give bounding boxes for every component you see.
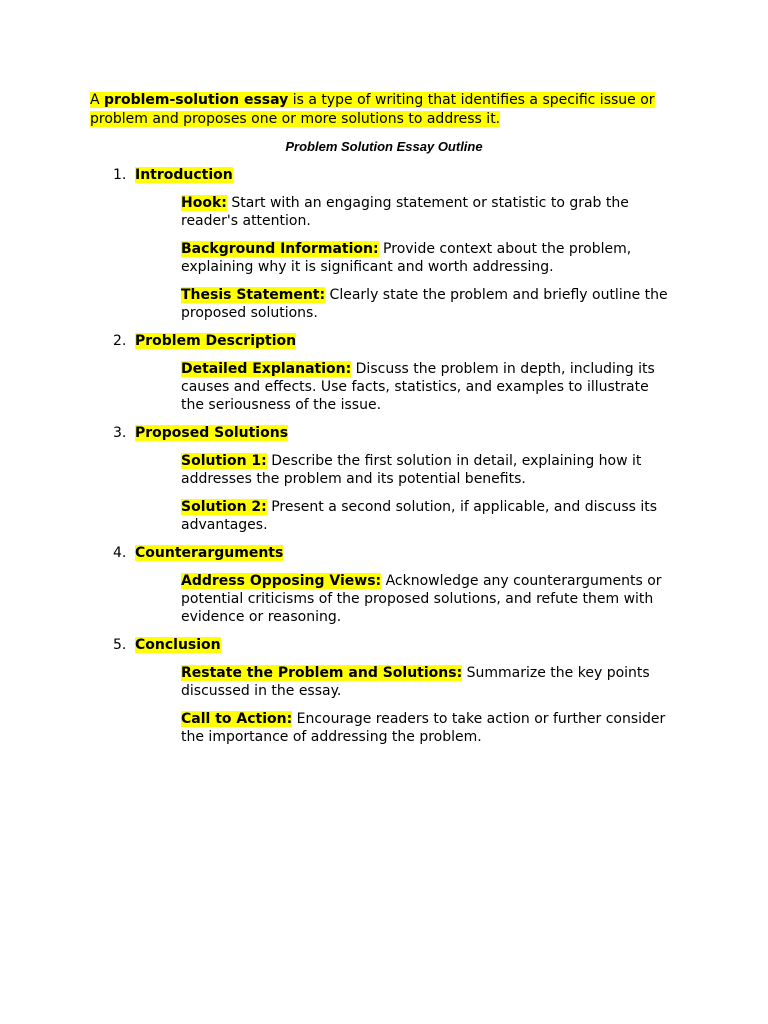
- item-text: Clearly state the problem and briefly outline the proposed solutions.: [181, 287, 668, 321]
- intro-text: is a type of writing that identifies a specific issue or problem and proposes one or more solutions to address it.: [90, 92, 655, 127]
- item-term: Background Information:: [181, 241, 379, 257]
- outline-item-detailed-explanation: [181, 360, 676, 414]
- section-heading-text: Proposed Solutions: [135, 425, 289, 441]
- section-heading-proposed-solutions: [113, 424, 288, 442]
- item-text: Summarize the key points discussed in the essay.: [181, 665, 650, 699]
- section-number: 1.: [113, 167, 127, 183]
- outline-item-hook: [181, 194, 676, 230]
- outline-item-solution-2: [181, 498, 676, 534]
- intro-prefix: A: [90, 92, 105, 108]
- item-term: Solution 2:: [181, 499, 267, 515]
- section-heading-problem-description: [113, 332, 296, 350]
- item-text: Provide context about the problem, explaining why it is significant and worth addressing.: [181, 241, 632, 275]
- section-heading-text: Counterarguments: [135, 545, 284, 561]
- section-heading-counterarguments: [113, 544, 283, 562]
- item-term: Solution 1:: [181, 453, 267, 469]
- section-heading-introduction: [113, 166, 233, 184]
- section-heading-text: Problem Description: [135, 333, 297, 349]
- item-term: Thesis Statement:: [181, 287, 326, 303]
- outline-item-address-opposing-views: [181, 572, 676, 626]
- item-text: Discuss the problem in depth, including its causes and effects. Use facts, statistics, and examples to illustrate the seriousness of the issue.: [181, 361, 655, 413]
- item-text: Describe the first solution in detail, explaining how it addresses the problem and its potential benefits.: [181, 453, 642, 487]
- section-number: 2.: [113, 333, 127, 349]
- item-text: Acknowledge any counterarguments or potential criticisms of the proposed solutions, and refute them with evidence or reasoning.: [181, 573, 662, 625]
- outline-item-restate-problem-and-solutions: [181, 664, 676, 700]
- item-term: Detailed Explanation:: [181, 361, 352, 377]
- item-text: Present a second solution, if applicable, and discuss its advantages.: [181, 499, 658, 533]
- section-number: 5.: [113, 637, 127, 653]
- item-text: Encourage readers to take action or further consider the importance of addressing the problem.: [181, 711, 666, 745]
- intro-term: problem-solution essay: [104, 92, 289, 108]
- item-term: Call to Action:: [181, 711, 293, 727]
- section-heading-text: Conclusion: [135, 637, 221, 653]
- section-number: 3.: [113, 425, 127, 441]
- item-term: Restate the Problem and Solutions:: [181, 665, 463, 681]
- item-term: Address Opposing Views:: [181, 573, 382, 589]
- section-heading-text: Introduction: [135, 167, 233, 183]
- section-heading-conclusion: [113, 636, 221, 654]
- outline-item-thesis-statement: [181, 286, 676, 322]
- item-term: Hook:: [181, 195, 227, 211]
- outline-item-call-to-action: [181, 710, 676, 746]
- section-number: 4.: [113, 545, 127, 561]
- outline-item-solution-1: [181, 452, 676, 488]
- outline-item-background-information: [181, 240, 676, 276]
- item-text: Start with an engaging statement or statistic to grab the reader's attention.: [181, 195, 629, 229]
- outline-title: Problem Solution Essay Outline: [285, 139, 483, 154]
